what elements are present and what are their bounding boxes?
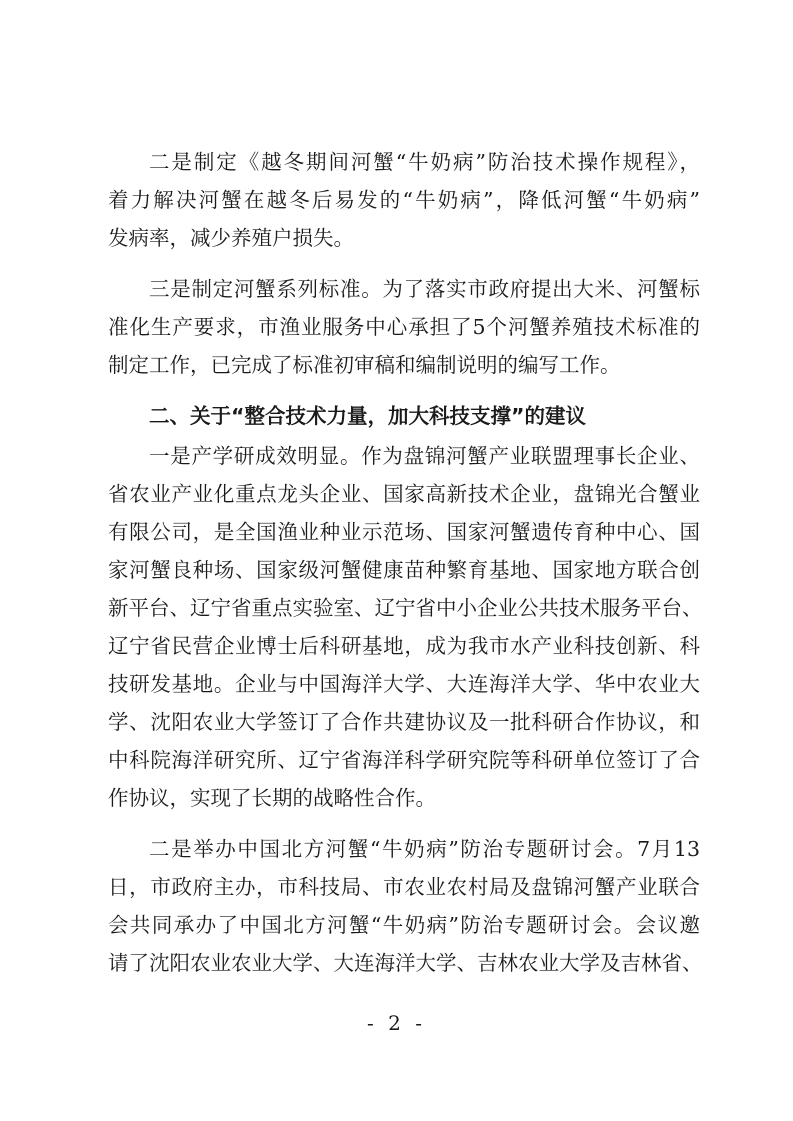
text-line: 日，市政府主办，市科技局、市农业农村局及盘锦河蟹产业联合 (108, 875, 700, 899)
paragraph-industry-academia-research (108, 437, 703, 817)
text-line: 发病率，减少养殖户损失。 (108, 226, 354, 250)
text-line: 着力解决河蟹在越冬后易发的“牛奶病”，降低河蟹“牛奶病” (108, 188, 700, 212)
paragraph-winter-milk-disease-rules (108, 143, 700, 257)
text-line: 省农业产业化重点龙头企业、国家高新技术企业，盘锦光合蟹业 (108, 482, 700, 506)
text-line: 作协议，实现了长期的战略性合作。 (108, 786, 436, 810)
text-line: 三是制定河蟹系列标准。为了落实市政府提出大米、河蟹标 (149, 277, 700, 301)
text-line: 家河蟹良种场、国家级河蟹健康苗种繁育基地、国家地方联合创 (108, 558, 700, 582)
text-line: 二是举办中国北方河蟹“牛奶病”防治专题研讨会。7月13 (149, 837, 700, 861)
text-line: 学、沈阳农业大学签订了合作共建协议及一批科研合作协议，和 (108, 710, 700, 734)
text-line: 制定工作，已完成了标准初审稿和编制说明的编写工作。 (108, 353, 621, 377)
text-line: 一是产学研成效明显。作为盘锦河蟹产业联盟理事长企业、 (149, 444, 700, 468)
text-line: 辽宁省民营企业博士后科研基地，成为我市水产业科技创新、科 (108, 634, 700, 658)
section-heading-text: 二、关于“整合技术力量，加大科技支撑”的建议 (149, 404, 586, 428)
page-number: - 2 - (367, 1011, 426, 1035)
text-line: 请了沈阳农业农业大学、大连海洋大学、吉林农业大学及吉林省、 (108, 951, 703, 975)
text-line: 中科院海洋研究所、辽宁省海洋科学研究院等科研单位签订了合 (108, 748, 700, 772)
paragraph-seminar (108, 830, 703, 982)
text-line: 新平台、辽宁省重点实验室、辽宁省中小企业公共技术服务平台、 (108, 596, 703, 620)
document-body (108, 143, 703, 982)
text-line: 有限公司，是全国渔业种业示范场、国家河蟹遗传育种中心、国 (108, 520, 700, 544)
text-line: 准化生产要求，市渔业服务中心承担了5个河蟹养殖技术标准的 (108, 315, 700, 339)
text-line: 会共同承办了中国北方河蟹“牛奶病”防治专题研讨会。会议邀 (108, 913, 700, 937)
text-line: 二是制定《越冬期间河蟹“牛奶病”防治技术操作规程》， (149, 150, 700, 174)
text-line: 技研发基地。企业与中国海洋大学、大连海洋大学、华中农业大 (108, 672, 700, 696)
paragraph-crab-standards (108, 270, 700, 384)
section-heading (108, 397, 700, 435)
